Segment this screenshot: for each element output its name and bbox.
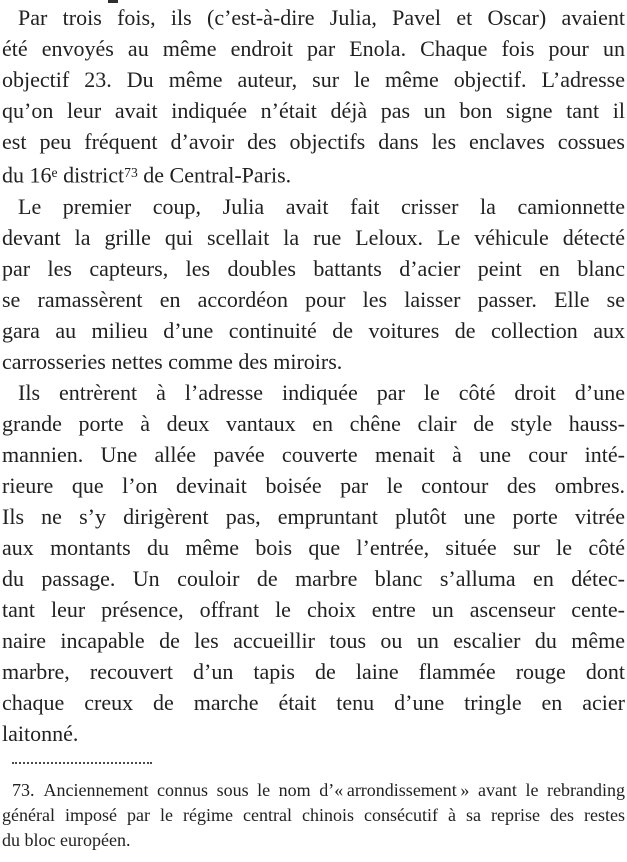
footnote-number: 73. [12, 779, 35, 800]
text-line: gara au milieu d’une continuité de voitures de collection aux [2, 317, 625, 343]
text-line: Ils entrèrent à l’adresse indiquée par le côté droit d’une [18, 379, 625, 405]
text-line: rieure que l’on devinait boisée par le contour des ombres. [2, 472, 625, 498]
superscript: 73 [124, 165, 138, 180]
text-line: Ils ne s’y dirigèrent pas, empruntant plutôt une porte vitrée [2, 503, 625, 529]
text-line: naire incapable de les accueillir tous ou un escalier du même [2, 627, 625, 653]
footnote [2, 778, 625, 853]
cropped-glyph-fragment [108, 0, 118, 3]
text-line: grande porte à deux vantaux en chêne clair de style hauss- [2, 410, 625, 436]
text-line: Le premier coup, Julia avait fait crisser la camionnette [18, 193, 625, 219]
text-line: par les capteurs, les doubles battants d’acier peint en blanc [2, 255, 625, 281]
text-line: se ramassèrent en accordéon pour les laisser passer. Elle se [2, 286, 625, 312]
text-line: Par trois fois, ils (c’est-à-dire Julia, Pavel et Oscar) avaient [18, 5, 625, 30]
text-segment: district [57, 162, 125, 188]
text-line: aux montants du même bois que l’entrée, située sur le côté [2, 534, 625, 560]
superscript: e [51, 165, 58, 180]
text-line: tant leur présence, offrant le choix entre un ascenseur cente- [2, 596, 625, 622]
text-line: mannien. Une allée pavée couverte menait à une cour inté- [2, 441, 625, 467]
text-line [2, 157, 625, 191]
footnote-line: 73. Anciennement connus sous le nom d’« arrondissement » avant le rebranding [12, 779, 625, 800]
text-line: du passage. Un couloir de marbre blanc s’alluma en détec- [2, 565, 625, 591]
text-line: été envoyés au même endroit par Enola. Chaque fois pour un [2, 36, 625, 61]
text-line: laitonné. [2, 720, 79, 746]
text-line: chaque creux de marche était tenu d’une tringle en acier [2, 689, 625, 715]
text-segment: de Central-Paris. [137, 162, 292, 188]
text-line: est peu fréquent d’avoir des objectifs dans les enclaves cossues [2, 129, 625, 154]
text-line: qu’on leur avait indiquée n’était déjà pas un bon signe tant il [2, 98, 625, 123]
text-line: devant la grille qui scellait la rue Leloux. Le véhicule détecté [2, 224, 625, 250]
text-line: marbre, recouvert d’un tapis de laine flammée rouge dont [2, 658, 625, 684]
footnote-line: général imposé par le régime central chinois consécutif à sa reprise des restes [2, 804, 625, 825]
footnote-separator [12, 762, 152, 764]
body-text [2, 1, 625, 749]
footnote-line: du bloc européen. [2, 829, 131, 850]
text-line: objectif 23. Du même auteur, sur le même objectif. L’adresse [2, 67, 625, 92]
text-segment: du 16 [2, 162, 52, 188]
text-line: carrosseries nettes comme des miroirs. [2, 348, 343, 374]
